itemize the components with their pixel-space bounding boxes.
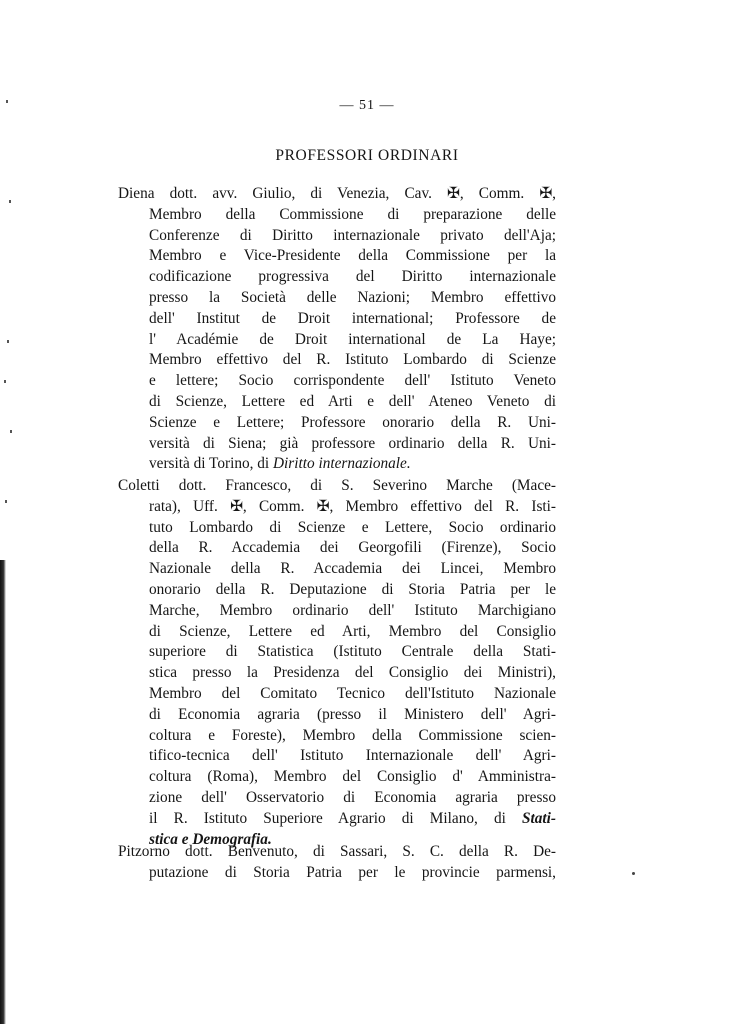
faculty-entry-coletti <box>118 476 556 850</box>
entry-line: stica presso la Presidenza del Consiglio dei Ministri), <box>149 664 556 682</box>
entry-line: di Scienze, Lettere ed Arti e dell' Ateneo Veneto di <box>149 392 556 410</box>
entry-line: Membro del Comitato Tecnico dell'Istituto Nazionale <box>149 684 556 702</box>
entry-line: Nazionale della R. Accademia dei Lincei, Membro <box>149 560 556 578</box>
entry-line <box>118 809 556 830</box>
entry-line: coltura e Foreste), Membro della Commissione scien- <box>149 726 556 744</box>
entry-line-text: versità di Torino, di <box>149 455 273 473</box>
entry-line: Membro della Commissione di preparazione delle <box>149 205 556 223</box>
entry-line: Conferenze di Diritto internazionale privato dell'Aja; <box>149 226 556 244</box>
entry-line: Coletti dott. Francesco, di S. Severino Marche (Mace- <box>118 477 556 494</box>
entry-line: l' Académie de Droit international de La Haye; <box>149 330 556 348</box>
entry-line: coltura (Roma), Membro del Consiglio d' Amministra- <box>149 768 556 786</box>
entry-line: dell' Institut de Droit international; Professore de <box>149 309 556 327</box>
entry-line: Membro effettivo del R. Istituto Lombardo di Scienze <box>149 351 556 369</box>
entry-line: tuto Lombardo di Scienze e Lettere, Socio ordinario <box>149 518 556 536</box>
entry-line: Pitzorno dott. Benvenuto, di Sassari, S. C. della R. De- <box>118 843 556 860</box>
page-number: — 51 — <box>339 98 395 113</box>
entry-line: codificazione progressiva del Diritto internazionale <box>149 268 556 286</box>
scan-dot <box>632 872 635 875</box>
scan-specks <box>4 80 14 680</box>
entry-line: Marche, Membro ordinario dell' Istituto Marchigiano <box>149 601 556 619</box>
entry-line: versità di Siena; già professore ordinario della R. Uni- <box>149 434 556 452</box>
subject-field: Stati- <box>522 809 556 827</box>
entry-line: di Economia agraria (presso il Ministero dell' Agri- <box>149 705 556 723</box>
entry-line: rata), Uff. ✠, Comm. ✠, Membro effettivo del R. Isti- <box>149 497 556 515</box>
entry-line: di Scienze, Lettere ed Arti, Membro del Consiglio <box>149 622 556 640</box>
entry-line: della R. Accademia dei Georgofili (Firenze), Socio <box>149 539 556 557</box>
entry-line-text: il R. Istituto Superiore Agrario di Milano, di <box>149 809 522 827</box>
entry-line <box>118 454 556 475</box>
section-heading: PROFESSORI ORDINARI <box>275 147 459 164</box>
entry-line: Membro e Vice-Presidente della Commissione per la <box>149 247 556 265</box>
entry-line: presso la Società delle Nazioni; Membro effettivo <box>149 288 556 306</box>
entry-line: e lettere; Socio corrispondente dell' Istituto Veneto <box>149 372 556 390</box>
entry-line: superiore di Statistica (Istituto Centrale della Stati- <box>149 643 556 661</box>
faculty-entry-diena <box>118 184 556 475</box>
faculty-entry-pitzorno <box>118 842 556 884</box>
entry-line: putazione di Storia Patria per le provincie parmensi, <box>149 863 556 881</box>
entry-line: tifico-tecnica dell' Istituto Internazionale dell' Agri- <box>149 747 556 765</box>
entry-line: Diena dott. avv. Giulio, di Venezia, Cav. ✠, Comm. ✠, <box>118 185 556 202</box>
subject-field: stica e Demografia. <box>149 830 272 848</box>
entry-line: zione dell' Osservatorio di Economia agraria presso <box>149 788 556 806</box>
entry-line: onorario della R. Deputazione di Storia Patria per le <box>149 580 556 598</box>
subject-field: Diritto internazionale. <box>272 455 411 473</box>
entry-line: Scienze e Lettere; Professore onorario della R. Uni- <box>149 413 556 431</box>
